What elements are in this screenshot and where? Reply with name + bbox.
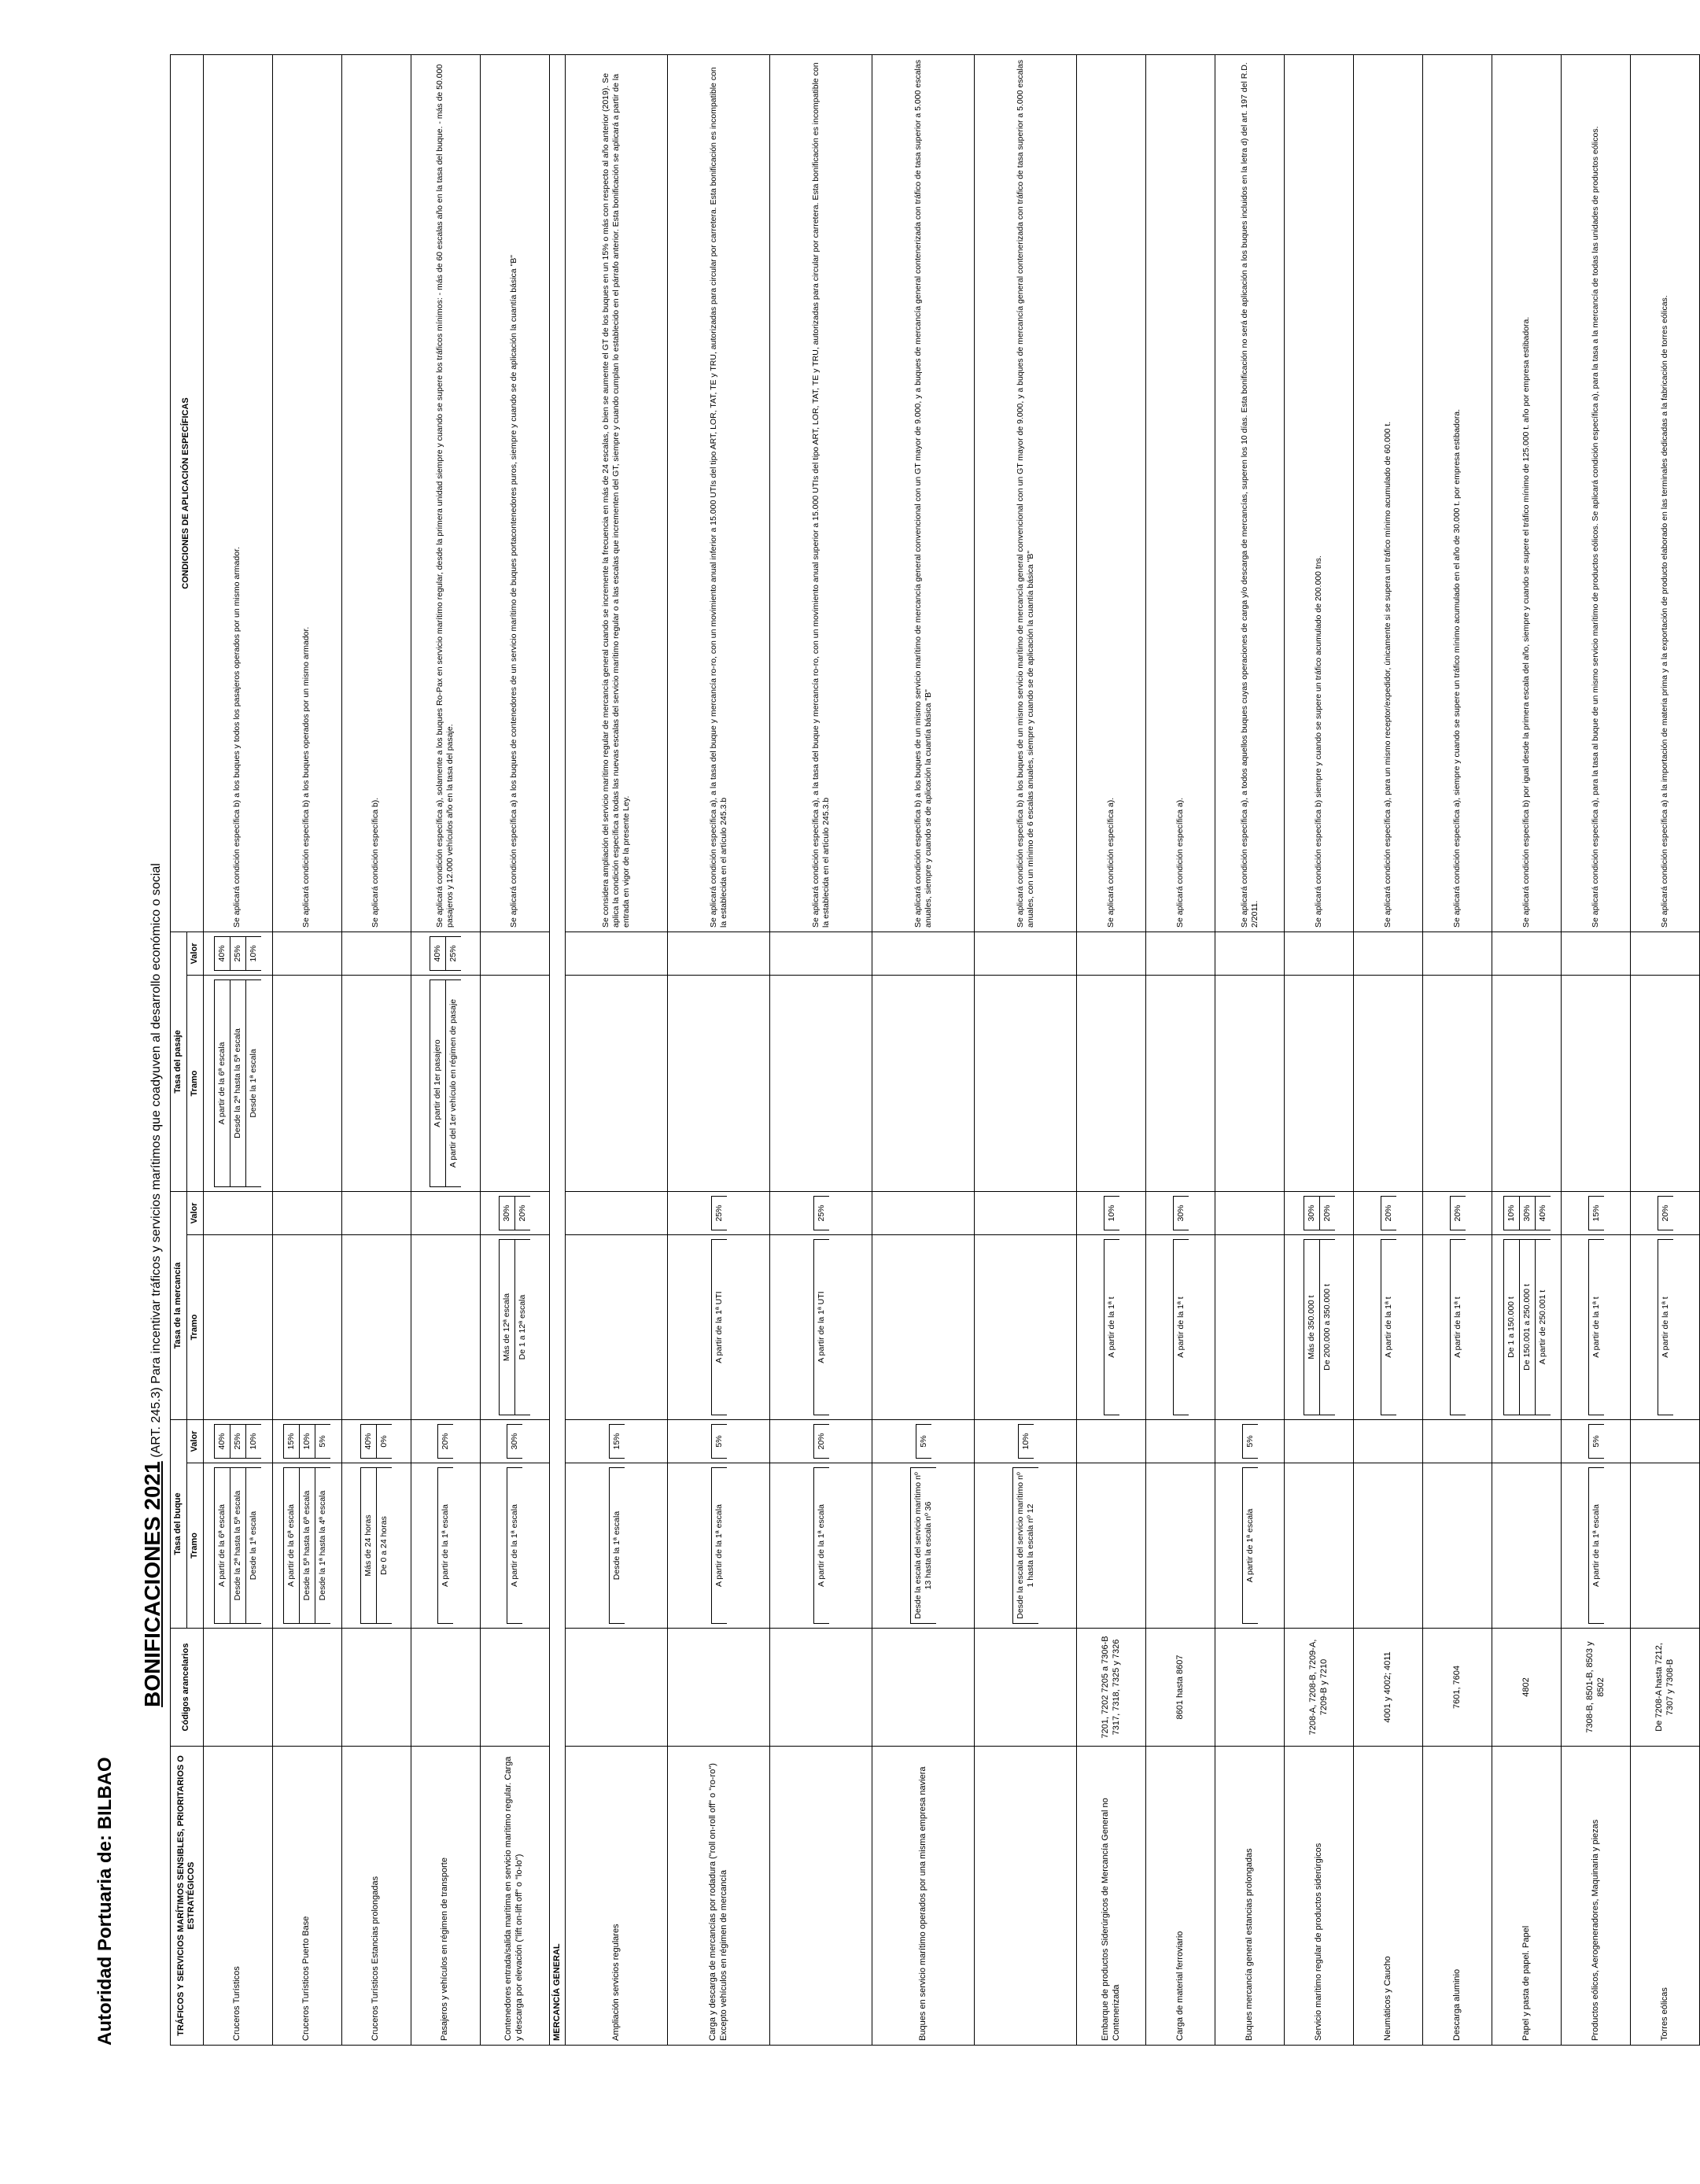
mercancia-tramo: De 150.001 a 250.000 t <box>1519 1239 1535 1415</box>
traffic-cell: Buques en servicio marítimo operados por una misma empresa naviera <box>872 1747 975 2046</box>
conditions-cell: Se aplicará condición específica b) a los buques de un mismo servicio marítimo de mercancía general convencional con un GT mayor de 9.000, y a buques de mercancía general contenerizada con tráfico de tasa superior a 5.000 escalas anuales, siempre y cuando se de aplicación la cuantía básica "B" <box>872 54 975 932</box>
section-row <box>549 54 566 2045</box>
table-row <box>1492 54 1562 2045</box>
codes-cell: 7601, 7604 <box>1423 1629 1492 1747</box>
pasaje-valor-cell <box>272 932 341 975</box>
header-pasaje: Tasa del pasaje <box>171 932 187 1191</box>
mercancia-valor-cell <box>1492 1191 1562 1234</box>
buque-valor: 10% <box>1018 1424 1034 1458</box>
mercancia-tramo-cell <box>872 1234 975 1419</box>
pasaje-valor: 10% <box>246 936 262 970</box>
mercancia-tramo: A partir de la 1ª t <box>1588 1239 1604 1415</box>
pasaje-valor: 40% <box>430 936 445 970</box>
traffic-cell: Contenedores entrada/salida marítima en servicio marítimo regular. Carga y descarga por elevación ("lift on-lift off" o "lo-lo") <box>480 1747 549 2046</box>
buque-tramo: A partir de la 1ª escala <box>1588 1468 1604 1624</box>
traffic-cell: Cruceros Turísticos Puerto Base <box>272 1747 341 2046</box>
buque-tramo: Más de 24 horas <box>360 1468 376 1624</box>
mercancia-tramo: A partir de 250.001 t <box>1535 1239 1551 1415</box>
codes-cell: 7201, 7202 7205 a 7306-B 7317, 7318, 7325 y 7326 <box>1077 1629 1146 1747</box>
codes-cell: 7308-B, 8501-B, 8503 y 8502 <box>1562 1629 1631 1747</box>
buque-valor: 25% <box>230 1424 245 1458</box>
mercancia-valor: 20% <box>1450 1196 1466 1230</box>
conditions-cell: Se aplicará condición específica a), para la tasa al buque de un mismo servicio marítimo de productos eólicos. Se aplicará condición específica a), para la tasa a la mercancía de todas las unidades de productos eólicos. <box>1562 54 1631 932</box>
codes-cell: 7208-A, 7208-B, 7209-A, 7209-B y 7210 <box>1285 1629 1354 1747</box>
conditions-cell: Se aplicará condición específica a), solamente a los buques Ro-Pax en servicio marítimo regular, desde la primera unidad siempre y cuando se supere los tráficos mínimos: - más de 60 escalas año en la tasa del buque. - más de 50.000 pasajeros y 12.000 vehículos año en la tasa del pasaje. <box>411 54 480 932</box>
pasaje-tramo-cell <box>1285 975 1354 1191</box>
buque-tramo-cell <box>1631 1463 1700 1629</box>
conditions-cell: Se aplicará condición específica b) a los buques operados por un mismo armador. <box>272 54 341 932</box>
mercancia-tramo: A partir de la 1ª t <box>1381 1239 1396 1415</box>
table-row <box>1562 54 1631 2045</box>
mercancia-tramo: De 1 a 12ª escala <box>515 1239 531 1415</box>
buque-valor: 10% <box>299 1424 315 1458</box>
codes-cell <box>770 1629 872 1747</box>
buque-valor: 0% <box>377 1424 393 1458</box>
table-row <box>480 54 549 2045</box>
conditions-cell: Se aplicará condición específica b) a los buques de un mismo servicio marítimo de mercancía general convencional con un GT mayor de 9.000, y a buques de mercancía general contenerizada con tráfico de tasa superior a 5.000 escalas anuales, con un mínimo de 6 escalas anuales, siempre y cuando se de aplicación la cuantía básica "B" <box>975 54 1077 932</box>
mercancia-valor: 30% <box>499 1196 514 1230</box>
buque-valor: 5% <box>711 1424 727 1458</box>
traffic-cell: Embarque de productos Siderúrgicos de Mercancía General no Contenerizada <box>1077 1747 1146 2046</box>
traffic-cell: Productos eólicos, Aerogeneradores, Maquinaria y piezas <box>1562 1747 1631 2046</box>
buque-valor-cell <box>1146 1419 1215 1463</box>
mercancia-tramo: Más de 350.000 t <box>1304 1239 1319 1415</box>
table-row <box>272 54 341 2045</box>
pasaje-valor: 25% <box>446 936 462 970</box>
pasaje-valor-cell <box>203 932 272 975</box>
mercancia-tramo-cell <box>770 1234 872 1419</box>
section-heading: MERCANCÍA GENERAL <box>549 54 566 2045</box>
codes-cell: 8601 hasta 8607 <box>1146 1629 1215 1747</box>
header-pasaje-tramo: Tramo <box>186 975 203 1191</box>
pasaje-tramo-cell <box>1562 975 1631 1191</box>
title-main: BONIFICACIONES 2021 <box>140 1461 164 1707</box>
mercancia-valor: 20% <box>515 1196 531 1230</box>
buque-valor-cell <box>1423 1419 1492 1463</box>
buque-valor-cell <box>1077 1419 1146 1463</box>
pasaje-tramo: A partir del 1er vehículo en régimen de pasaje <box>446 979 462 1186</box>
header-buque-valor: Valor <box>186 1419 203 1463</box>
mercancia-tramo-cell <box>668 1234 770 1419</box>
pasaje-tramo-cell <box>566 975 668 1191</box>
pasaje-valor-cell <box>770 932 872 975</box>
document-title <box>140 863 165 1707</box>
buque-valor-cell <box>480 1419 549 1463</box>
buque-valor-cell <box>203 1419 272 1463</box>
pasaje-valor-cell <box>668 932 770 975</box>
buque-valor-cell <box>975 1419 1077 1463</box>
mercancia-tramo-cell <box>1215 1234 1285 1419</box>
mercancia-valor-cell <box>203 1191 272 1234</box>
mercancia-tramo-cell <box>1354 1234 1423 1419</box>
pasaje-valor-cell <box>411 932 480 975</box>
mercancia-valor: 30% <box>1173 1196 1189 1230</box>
buque-tramo: A partir de 1ª escala <box>1242 1468 1258 1624</box>
buque-tramo: A partir de la 1ª escala <box>711 1468 727 1624</box>
header-pasaje-valor: Valor <box>186 932 203 975</box>
pasaje-tramo-cell <box>872 975 975 1191</box>
traffic-cell <box>770 1747 872 2046</box>
pasaje-valor-cell <box>566 932 668 975</box>
header-codes: Códigos arancelarios <box>171 1629 204 1747</box>
mercancia-valor-cell <box>1146 1191 1215 1234</box>
pasaje-tramo-cell <box>975 975 1077 1191</box>
buque-tramo-cell <box>1146 1463 1215 1629</box>
codes-cell: De 7208-A hasta 7212, 7307 y 7308-B <box>1631 1629 1700 1747</box>
conditions-cell: Se aplicará condición específica a) a los buques de contenedores de un servicio marítimo de buques portacontenedores puros, siempre y cuando se de aplicación la cuantía básica "B" <box>480 54 549 932</box>
codes-cell <box>411 1629 480 1747</box>
mercancia-tramo: A partir de la 1ª t <box>1450 1239 1466 1415</box>
pasaje-tramo-cell <box>1492 975 1562 1191</box>
mercancia-valor-cell <box>272 1191 341 1234</box>
mercancia-tramo-cell <box>272 1234 341 1419</box>
mercancia-tramo-cell <box>341 1234 411 1419</box>
mercancia-tramo-cell <box>203 1234 272 1419</box>
mercancia-valor-cell <box>566 1191 668 1234</box>
table-row <box>668 54 770 2045</box>
mercancia-valor-cell <box>1354 1191 1423 1234</box>
buque-tramo-cell <box>872 1463 975 1629</box>
buque-valor: 5% <box>916 1424 931 1458</box>
buque-tramo: Desde la 2ª hasta la 5ª escala <box>230 1468 245 1624</box>
conditions-cell: Se aplicará condición específica a), a la tasa del buque y mercancía ro-ro, con un movimiento anual superior a 15.000 UTIs del tipo ART, LOR, TAT, TE y TRU, autorizadas para circular por carretera. Esta bonificación es incompatible con la establecida en el artículo 245.3.b <box>770 54 872 932</box>
traffic-cell: Papel y pasta de papel. Papel <box>1492 1747 1562 2046</box>
mercancia-valor: 10% <box>1104 1196 1119 1230</box>
pasaje-tramo-cell <box>1146 975 1215 1191</box>
buque-tramo-cell <box>975 1463 1077 1629</box>
pasaje-tramo-cell <box>1077 975 1146 1191</box>
table-row <box>975 54 1077 2045</box>
mercancia-valor-cell <box>341 1191 411 1234</box>
header-buque: Tasa del buque <box>171 1419 187 1628</box>
pasaje-tramo: Desde la 1ª escala <box>246 979 262 1186</box>
traffic-cell: Ampliación servicios regulares <box>566 1747 668 2046</box>
conditions-cell: Se aplicará condición específica b) por igual desde la primera escala del año, siempre y cuando se supere el tráfico mínimo de 125.000 t. año por empresa estibadora. <box>1492 54 1562 932</box>
pasaje-tramo-cell <box>480 975 549 1191</box>
buque-valor: 10% <box>246 1424 262 1458</box>
buque-valor-cell <box>1354 1419 1423 1463</box>
conditions-cell: Se aplicará condición específica a), a todos aquellos buques cuyas operaciones de carga y/o descarga de mercancías, superen los 10 días. Esta bonificación no será de aplicación a los buques incluidos en la letra d) del art. 197 del R.D. 2/2011. <box>1215 54 1285 932</box>
traffic-cell <box>975 1747 1077 2046</box>
traffic-cell: Pasajeros y vehículos en régimen de transporte <box>411 1747 480 2046</box>
table-row <box>566 54 668 2045</box>
buque-tramo: A partir de la 6ª escala <box>214 1468 230 1624</box>
table-body <box>203 54 1700 2045</box>
buque-tramo: A partir de la 6ª escala <box>283 1468 299 1624</box>
mercancia-tramo: A partir de la 1ª t <box>1104 1239 1119 1415</box>
mercancia-tramo: Más de 12ª escala <box>499 1239 514 1415</box>
table-row <box>1285 54 1354 2045</box>
table-row <box>1354 54 1423 2045</box>
buque-valor-cell <box>872 1419 975 1463</box>
codes-cell: 4001 y 4002; 4011 <box>1354 1629 1423 1747</box>
buque-tramo-cell <box>668 1463 770 1629</box>
buque-valor: 5% <box>1242 1424 1258 1458</box>
pasaje-valor-cell <box>872 932 975 975</box>
table-row <box>1631 54 1700 2045</box>
buque-valor: 40% <box>360 1424 376 1458</box>
mercancia-valor-cell <box>975 1191 1077 1234</box>
buque-valor-cell <box>272 1419 341 1463</box>
buque-tramo-cell <box>1215 1463 1285 1629</box>
codes-cell <box>480 1629 549 1747</box>
buque-tramo-cell <box>1492 1463 1562 1629</box>
pasaje-valor-cell <box>480 932 549 975</box>
mercancia-valor-cell <box>480 1191 549 1234</box>
conditions-cell: Se aplicará condición específica a), a la tasa del buque y mercancía ro-ro, con un movimiento anual inferior a 15.000 UTIs del tipo ART, LOR, TAT, TE y TRU, autorizadas para circular por carretera. Esta bonificación es incompatible con la establecida en el artículo 245.3.b <box>668 54 770 932</box>
buque-tramo: A partir de la 1ª escala <box>437 1468 453 1624</box>
mercancia-valor: 20% <box>1658 1196 1673 1230</box>
pasaje-tramo-cell <box>1354 975 1423 1191</box>
buque-valor-cell <box>1215 1419 1285 1463</box>
mercancia-valor-cell <box>668 1191 770 1234</box>
traffic-cell: Buques mercancía general estancias prolongadas <box>1215 1747 1285 2046</box>
table-row <box>341 54 411 2045</box>
mercancia-valor: 30% <box>1304 1196 1319 1230</box>
header-buque-tramo: Tramo <box>186 1463 203 1629</box>
buque-valor: 5% <box>1588 1424 1604 1458</box>
codes-cell <box>1215 1629 1285 1747</box>
pasaje-tramo-cell <box>1631 975 1700 1191</box>
mercancia-valor: 30% <box>1519 1196 1535 1230</box>
mercancia-valor: 20% <box>1381 1196 1396 1230</box>
codes-cell <box>566 1629 668 1747</box>
buque-valor: 5% <box>315 1424 331 1458</box>
mercancia-valor-cell <box>1423 1191 1492 1234</box>
header-conditions: CONDICIONES DE APLICACIÓN ESPECÍFICAS <box>171 54 204 932</box>
mercancia-tramo-cell <box>1631 1234 1700 1419</box>
conditions-cell: Se aplicará condición específica b). <box>341 54 411 932</box>
mercancia-tramo-cell <box>1077 1234 1146 1419</box>
mercancia-tramo: De 1 a 150.000 t <box>1503 1239 1519 1415</box>
conditions-cell: Se aplicará condición específica a), para un mismo receptor/expedidor, únicamente si se supera un tráfico mínimo acumulado de 60.000 t. <box>1354 54 1423 932</box>
mercancia-valor: 10% <box>1503 1196 1519 1230</box>
pasaje-tramo-cell <box>411 975 480 1191</box>
buque-tramo-cell <box>1423 1463 1492 1629</box>
pasaje-tramo-cell <box>341 975 411 1191</box>
buque-tramo: Desde la 5ª hasta la 6ª escala <box>299 1468 315 1624</box>
pasaje-valor-cell <box>1423 932 1492 975</box>
mercancia-valor-cell <box>1631 1191 1700 1234</box>
buque-valor-cell <box>1562 1419 1631 1463</box>
traffic-cell: Carga y descarga de mercancías por rodadura ("roll on-roll off" o "ro-ro") Excepto vehículos en régimen de mercancía <box>668 1747 770 2046</box>
pasaje-valor-cell <box>341 932 411 975</box>
mercancia-tramo-cell <box>1423 1234 1492 1419</box>
pasaje-tramo-cell <box>770 975 872 1191</box>
traffic-cell: Torres eólicas <box>1631 1747 1700 2046</box>
mercancia-valor: 25% <box>711 1196 727 1230</box>
codes-cell <box>975 1629 1077 1747</box>
buque-tramo-cell <box>341 1463 411 1629</box>
buque-tramo: Desde la escala del servicio marítimo nº 1 hasta la escala nº 12 <box>1013 1468 1039 1624</box>
mercancia-tramo: A partir de la 1ª UTI <box>813 1239 829 1415</box>
mercancia-tramo-cell <box>411 1234 480 1419</box>
buque-tramo: A partir de la 1ª escala <box>813 1468 829 1624</box>
mercancia-valor-cell <box>1215 1191 1285 1234</box>
pasaje-tramo: A partir del 1er pasajero <box>430 979 445 1186</box>
mercancia-tramo-cell <box>1562 1234 1631 1419</box>
buque-valor-cell <box>1631 1419 1700 1463</box>
mercancia-tramo-cell <box>1492 1234 1562 1419</box>
bonificaciones-table <box>170 54 1700 2046</box>
conditions-cell: Se aplicará condición específica a). <box>1077 54 1146 932</box>
mercancia-valor-cell <box>411 1191 480 1234</box>
buque-valor-cell <box>1492 1419 1562 1463</box>
mercancia-tramo: De 200.000 a 350.000 t <box>1319 1239 1335 1415</box>
mercancia-valor: 25% <box>813 1196 829 1230</box>
buque-valor: 20% <box>813 1424 829 1458</box>
header-mercancia-valor: Valor <box>186 1191 203 1234</box>
rotated-document <box>94 55 1675 2046</box>
mercancia-tramo-cell <box>566 1234 668 1419</box>
mercancia-valor-cell <box>1562 1191 1631 1234</box>
table-row <box>1215 54 1285 2045</box>
traffic-cell: Cruceros Turísticos Estancias prolongadas <box>341 1747 411 2046</box>
conditions-cell: Se aplicará condición específica a) a la importación de materia prima y a la exportación de producto elaborado en las terminales dedicadas a la fabricación de torres eólicas. <box>1631 54 1700 932</box>
pasaje-valor-cell <box>1631 932 1700 975</box>
pasaje-valor-cell <box>1146 932 1215 975</box>
table-row <box>872 54 975 2045</box>
buque-tramo: Desde la 1ª escala <box>609 1468 625 1624</box>
table-row <box>770 54 872 2045</box>
buque-valor: 15% <box>283 1424 299 1458</box>
header-traffic: TRÁFICOS Y SERVICIOS MARÍTIMOS SENSIBLES, PRIORITARIOS O ESTRATÉGICOS <box>171 1747 204 2046</box>
buque-valor-cell <box>770 1419 872 1463</box>
pasaje-tramo: Desde la 2ª hasta la 5ª escala <box>230 979 245 1186</box>
buque-tramo-cell <box>566 1463 668 1629</box>
mercancia-tramo-cell <box>1146 1234 1215 1419</box>
pasaje-valor-cell <box>975 932 1077 975</box>
mercancia-valor: 15% <box>1588 1196 1604 1230</box>
traffic-cell: Neumáticos y Caucho <box>1354 1747 1423 2046</box>
buque-tramo-cell <box>1285 1463 1354 1629</box>
pasaje-valor-cell <box>1492 932 1562 975</box>
pasaje-valor-cell <box>1562 932 1631 975</box>
traffic-cell: Descarga aluminio <box>1423 1747 1492 2046</box>
traffic-cell: Carga de material ferroviario <box>1146 1747 1215 2046</box>
pasaje-tramo: A partir de la 6ª escala <box>214 979 230 1186</box>
mercancia-tramo-cell <box>1285 1234 1354 1419</box>
buque-valor: 20% <box>437 1424 453 1458</box>
pasaje-tramo-cell <box>668 975 770 1191</box>
buque-tramo-cell <box>1354 1463 1423 1629</box>
buque-valor: 40% <box>214 1424 230 1458</box>
table-row <box>1077 54 1146 2045</box>
pasaje-valor-cell <box>1077 932 1146 975</box>
buque-valor-cell <box>341 1419 411 1463</box>
mercancia-tramo: A partir de la 1ª UTI <box>711 1239 727 1415</box>
table-row <box>1146 54 1215 2045</box>
buque-tramo-cell <box>480 1463 549 1629</box>
buque-valor: 15% <box>609 1424 625 1458</box>
buque-tramo: A partir de la 1ª escala <box>507 1468 522 1624</box>
table-row <box>411 54 480 2045</box>
mercancia-tramo-cell <box>480 1234 549 1419</box>
conditions-cell: Se aplicará condición específica b) a los buques y todos los pasajeros operados por un mismo armador. <box>203 54 272 932</box>
pasaje-valor: 40% <box>214 936 230 970</box>
mercancia-valor-cell <box>1077 1191 1146 1234</box>
pasaje-valor-cell <box>1285 932 1354 975</box>
pasaje-tramo-cell <box>1423 975 1492 1191</box>
pasaje-tramo-cell <box>1215 975 1285 1191</box>
pasaje-tramo-cell <box>272 975 341 1191</box>
codes-cell: 4802 <box>1492 1629 1562 1747</box>
conditions-cell: Se aplicará condición específica a). <box>1146 54 1215 932</box>
codes-cell <box>872 1629 975 1747</box>
codes-cell <box>341 1629 411 1747</box>
table-row <box>203 54 272 2045</box>
conditions-cell: Se aplicará condición específica a), siempre y cuando se supere un tráfico mínimo acumulado en el año de 30.000 t. por empresa estibadora. <box>1423 54 1492 932</box>
authority-heading: Autoridad Portuaria de: BILBAO <box>94 1757 116 2046</box>
mercancia-valor-cell <box>1285 1191 1354 1234</box>
buque-tramo-cell <box>1077 1463 1146 1629</box>
mercancia-valor: 20% <box>1319 1196 1335 1230</box>
header-mercancia: Tasa de la mercancía <box>171 1191 187 1419</box>
buque-tramo-cell <box>770 1463 872 1629</box>
mercancia-valor: 40% <box>1535 1196 1551 1230</box>
codes-cell <box>272 1629 341 1747</box>
buque-tramo: Desde la 1ª escala <box>246 1468 262 1624</box>
table-row <box>1423 54 1492 2045</box>
buque-valor-cell <box>668 1419 770 1463</box>
header-mercancia-tramo: Tramo <box>186 1234 203 1419</box>
mercancia-tramo: A partir de la 1ª t <box>1173 1239 1189 1415</box>
codes-cell <box>203 1629 272 1747</box>
pasaje-valor: 25% <box>230 936 245 970</box>
mercancia-valor-cell <box>770 1191 872 1234</box>
traffic-cell: Cruceros Turísticos <box>203 1747 272 2046</box>
mercancia-tramo: A partir de la 1ª t <box>1658 1239 1673 1415</box>
pasaje-valor-cell <box>1354 932 1423 975</box>
mercancia-valor-cell <box>872 1191 975 1234</box>
title-sub: (ART. 245.3) Para incentivar tráficos y servicios marítimos que coadyuven al desarrollo económico o social <box>149 863 163 1458</box>
mercancia-tramo-cell <box>975 1234 1077 1419</box>
conditions-cell: Se aplicará condición específica b) siempre y cuando se supere un tráfico acumulado de 200.000 tns. <box>1285 54 1354 932</box>
traffic-cell: Servicio marítimo regular de productos siderúrgicos <box>1285 1747 1354 2046</box>
codes-cell <box>668 1629 770 1747</box>
pasaje-valor-cell <box>1215 932 1285 975</box>
buque-valor: 30% <box>507 1424 522 1458</box>
buque-tramo: Desde la 1ª hasta la 4ª escala <box>315 1468 331 1624</box>
conditions-cell: Se considera ampliación del servicio marítimo regular de mercancía general cuando se incremente la frecuencia en más de 24 escalas, o bien se aumente el GT de los buques en un 15% o más con respecto al año anterior (2019). Se aplica la condición específica a todas las nuevas escalas del servicio marítimo regular o a las escalas que incrementen del GT, siempre y cuando cumplan lo establecido en el párrafo anterior. Esta bonificación se aplicará a partir de la entrada en vigor de la presente Ley. <box>566 54 668 932</box>
buque-tramo-cell <box>203 1463 272 1629</box>
buque-tramo: Desde la escala del servicio marítimo nº 13 hasta la escala nº 36 <box>911 1468 937 1624</box>
buque-valor-cell <box>1285 1419 1354 1463</box>
buque-tramo-cell <box>1562 1463 1631 1629</box>
buque-tramo-cell <box>272 1463 341 1629</box>
buque-valor-cell <box>566 1419 668 1463</box>
pasaje-tramo-cell <box>203 975 272 1191</box>
buque-valor-cell <box>411 1419 480 1463</box>
buque-tramo: De 0 a 24 horas <box>377 1468 393 1624</box>
buque-tramo-cell <box>411 1463 480 1629</box>
